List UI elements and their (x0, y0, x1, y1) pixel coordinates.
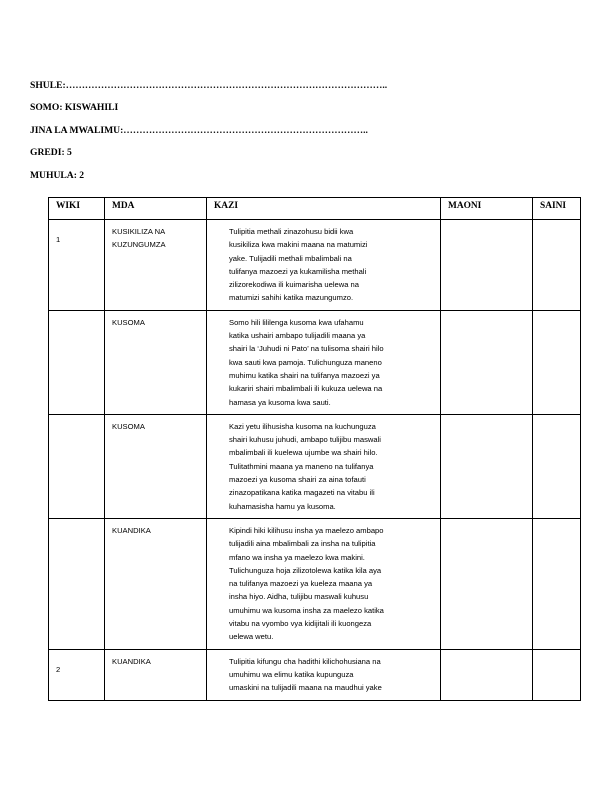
mda-cell (105, 518, 207, 649)
kazi-text: shairi la ‘Juhudi ni Pato’ na tulisoma shairi hilo (229, 344, 384, 354)
kazi-text: uelewa wetu. (229, 632, 274, 642)
muhula-field: MUHULA: 2 (30, 170, 85, 181)
shule-field: SHULE:……………………………………………………………………………………….. (30, 80, 388, 91)
wiki-cell (49, 220, 105, 311)
kazi-text: matumizi sahihi katika mazungumzo. (229, 293, 354, 303)
kazi-text: umuhimu wa elimu katika kupunguza (229, 669, 354, 679)
saini-cell[interactable] (533, 649, 581, 700)
table-row (49, 414, 581, 518)
table-row (49, 310, 581, 414)
kazi-text: insha hiyo. Aidha, tulijibu maswali kuhusu (229, 592, 369, 602)
mda-text: KUANDIKA (112, 525, 151, 535)
table-header-row (49, 198, 581, 220)
kazi-cell (207, 310, 441, 414)
maoni-cell[interactable] (441, 310, 533, 414)
kazi-text: shairi kuhusu juhudi, ambapo tulijibu maswali (229, 435, 381, 445)
kazi-text: Tulichunguza hoja zilizotolewa katika kila aya (229, 565, 382, 575)
gredi-field: GREDI: 5 (30, 147, 72, 158)
kazi-text: tulifanya mazoezi ya kukamilisha methali (229, 266, 367, 276)
mda-text: KUSOMA (112, 317, 145, 327)
kazi-text: Tulipitia methali zinazohusu bidii kwa (229, 227, 354, 236)
maoni-cell[interactable] (441, 518, 533, 649)
mda-text: KUANDIKA (112, 656, 151, 666)
kazi-text: zinazopatikana katika magazeti na vitabu ili (229, 488, 375, 498)
wiki-value: 2 (56, 664, 61, 674)
somo-field: SOMO: KISWAHILI (30, 102, 119, 113)
column-header-mda: MDA (105, 198, 207, 220)
kazi-text: katika ushairi ambapo tulijadili maana ya (229, 331, 366, 341)
saini-cell[interactable] (533, 220, 581, 311)
saini-cell[interactable] (533, 310, 581, 414)
kazi-text: yake. Tulijadili methali mbalimbali na (229, 253, 352, 263)
scheme-table (48, 197, 581, 701)
mda-cell (105, 414, 207, 518)
kazi-text: kukariri shairi mbalimbali ili kukuza uelewa na (229, 384, 383, 394)
kazi-text: Tulitathmini maana ya maneno na tulifanya (229, 461, 374, 471)
kazi-text: tulijadili aina mbalimbali za insha na tulipitia (229, 539, 376, 549)
kazi-text: mfano wa insha ya maelezo kwa makini. (229, 552, 365, 562)
column-header-kazi: KAZI (207, 198, 441, 220)
maoni-cell[interactable] (441, 220, 533, 311)
kazi-text: zilizorekodiwa ili kuimarisha uelewa na (229, 280, 359, 290)
kazi-text: mazoezi ya kusoma shairi za aina tofauti (229, 475, 366, 485)
table-row (49, 220, 581, 311)
maoni-cell[interactable] (441, 414, 533, 518)
mda-cell (105, 220, 207, 311)
mda-text: KUZUNGUMZA (112, 240, 166, 250)
kazi-text: na tulifanya mazoezi ya kueleza maana ya (229, 579, 373, 589)
wiki-cell (49, 518, 105, 649)
mda-cell (105, 310, 207, 414)
column-header-wiki: WIKI (49, 198, 105, 220)
saini-cell[interactable] (533, 414, 581, 518)
wiki-cell (49, 414, 105, 518)
wiki-value: 1 (56, 235, 61, 244)
kazi-text: kwa sauti kwa pamoja. Tulichunguza maneno (229, 357, 382, 367)
kazi-text: hamasa ya kusoma kwa sauti. (229, 397, 331, 407)
kazi-text: Kipindi hiki kilihusu insha ya maelezo ambapo (229, 525, 384, 535)
kazi-text: kusikiliza kwa makini maana na matumizi (229, 240, 368, 250)
mda-text: KUSOMA (112, 421, 145, 431)
kazi-cell (207, 414, 441, 518)
kazi-text: mbalimbali ili kuelewa ujumbe wa shairi hilo. (229, 448, 378, 458)
table-row (49, 649, 581, 700)
saini-cell[interactable] (533, 518, 581, 649)
kazi-cell (207, 649, 441, 700)
column-header-saini: SAINI (533, 198, 581, 220)
kazi-text: Kazi yetu ilihusisha kusoma na kuchunguza (229, 421, 376, 431)
kazi-text: kuhamasisha hamu ya kusoma. (229, 501, 336, 511)
column-header-maoni: MAONI (441, 198, 533, 220)
kazi-text: umaskini na tulijadili maana na maudhui yake (229, 683, 382, 693)
kazi-text: vitabu na vyombo vya kidijitali ili kuongeza (229, 619, 372, 629)
wiki-cell (49, 649, 105, 700)
kazi-text: Tulipitia kifungu cha hadithi kilichohusiana na (229, 656, 381, 666)
table-row (49, 518, 581, 649)
kazi-text: umuhimu wa kusoma insha za maelezo katika (229, 605, 384, 615)
jina-field: JINA LA MWALIMU:………………………………………………………………….. (30, 125, 368, 136)
mda-cell (105, 649, 207, 700)
mda-text: KUSIKILIZA NA (112, 227, 166, 236)
kazi-cell (207, 518, 441, 649)
kazi-text: Somo hili lililenga kusoma kwa ufahamu (229, 317, 364, 327)
maoni-cell[interactable] (441, 649, 533, 700)
kazi-text: muhimu katika shairi na tulifanya mazoezi ya (229, 370, 380, 380)
kazi-cell (207, 220, 441, 311)
wiki-cell (49, 310, 105, 414)
